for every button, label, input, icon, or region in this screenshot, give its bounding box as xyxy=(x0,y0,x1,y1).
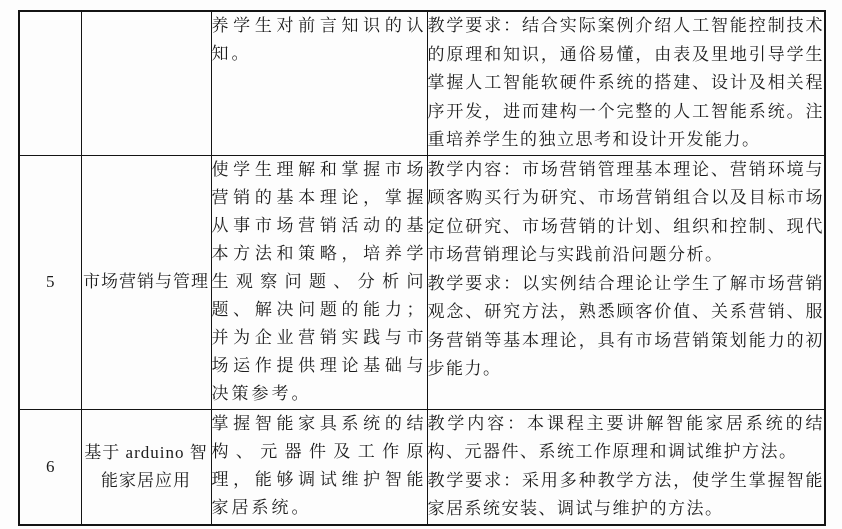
teaching-requirement-paragraph: 教学要求：以实例结合理论让学生了解市场营销观念、研究方法，熟悉顾客价值、关系营销、服务营销等基本理论，具有市场营销策划能力的初步能力。 xyxy=(427,273,824,378)
table-row-course-6 xyxy=(19,409,825,525)
teaching-requirement-paragraph: 教学要求：结合实际案例介绍人工智能控制技术的原理和知识，通俗易懂，由表及里地引导学生掌握人工智能软硬件系统的搭建、设计及相关程序开发，进而建构一个完整的人工智能系统。注重培养学生的独立思考和设计开发能力。 xyxy=(427,16,824,149)
course-name-cell xyxy=(81,409,211,525)
course-number-cell xyxy=(19,409,81,525)
course-table xyxy=(18,10,826,526)
teaching-content-cell xyxy=(427,155,825,409)
course-objective-text: 使学生理解和掌握市场营销的基本理论，掌握从事市场营销活动的基本方法和策略，培养学生观察问题、分析问题、解决问题的能力；并为企业营销实践与市场运作提供理论基础与决策参考。 xyxy=(211,159,427,403)
table-row-continuation xyxy=(19,11,825,155)
course-name: 市场营销与管理 xyxy=(83,272,209,291)
course-objective-cell xyxy=(211,155,427,409)
course-name-cell xyxy=(81,155,211,409)
teaching-content-cell xyxy=(427,11,825,155)
teaching-requirement-paragraph: 教学要求：采用多种教学方法，使学生掌握智能家居系统安装、调试与维护的方法。 xyxy=(427,470,824,518)
course-number: 6 xyxy=(46,456,55,476)
table-row-course-5 xyxy=(19,155,825,409)
course-number-cell xyxy=(19,155,81,409)
teaching-content-paragraph: 教学内容：市场营销管理基本理论、营销环境与顾客购买行为研究、市场营销组合以及目标市场定位研究、市场营销的计划、组织和控制、现代市场营销理论与实践前沿问题分析。 xyxy=(427,159,824,264)
teaching-content-paragraph: 教学内容：本课程主要讲解智能家居系统的结构、元器件、系统工作原理和调试维护方法。 xyxy=(427,413,824,461)
course-number: 5 xyxy=(46,272,55,291)
course-objective-cell xyxy=(211,11,427,155)
course-name-cell xyxy=(81,11,211,155)
course-number-cell xyxy=(19,11,81,155)
course-objective-cell xyxy=(211,409,427,525)
course-name: 基于 arduino 智能家居应用 xyxy=(84,442,208,490)
course-objective-text: 掌握智能家具系统的结构、元器件及工作原理，能够调试维护智能家居系统。 xyxy=(211,413,427,517)
course-objective-text: 养学生对前言知识的认知。 xyxy=(211,16,427,63)
teaching-content-cell xyxy=(427,409,825,525)
